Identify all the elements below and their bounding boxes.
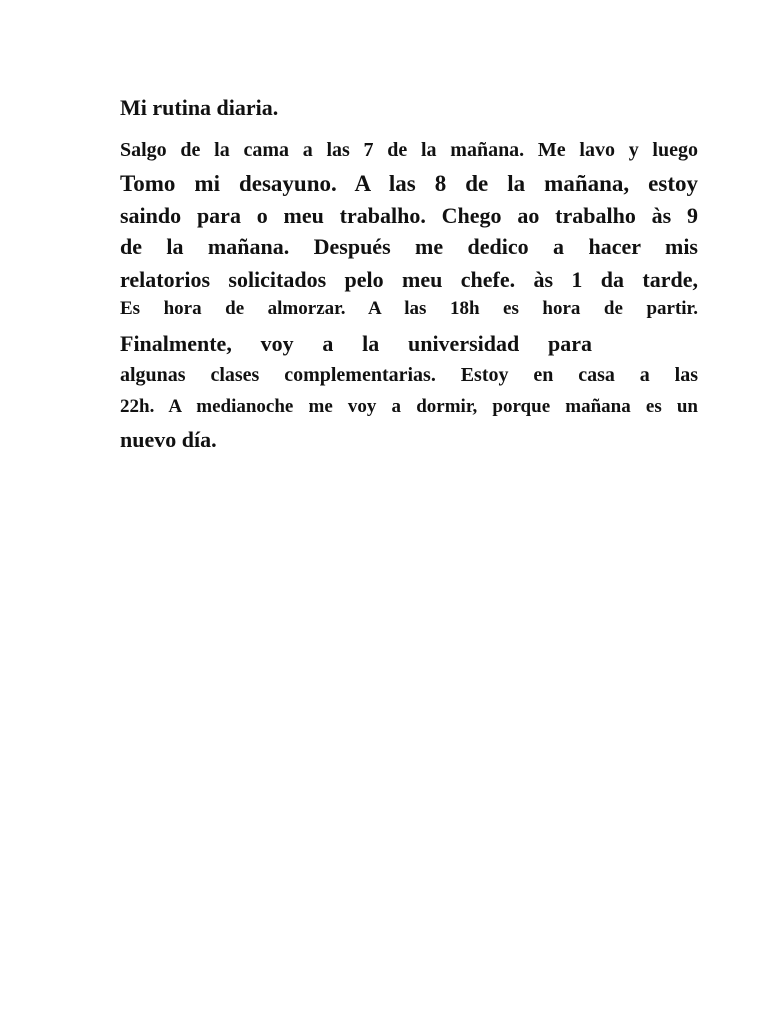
- document-title: Mi rutina diaria.: [120, 95, 279, 120]
- text-line-9: 22h. A medianoche me voy a dormir, porque mañana es un: [120, 396, 698, 417]
- text-line-3: saindo para o meu trabalho. Chego ao trabalho às 9: [120, 203, 698, 228]
- text-line-4: de la mañana. Después me dedico a hacer mis: [120, 234, 698, 259]
- text-line-5: relatorios solicitados pelo meu chefe. às 1 da tarde,: [120, 267, 698, 292]
- text-line-10: nuevo día.: [120, 427, 217, 452]
- text-line-1: Salgo de la cama a las 7 de la mañana. Me lavo y luego: [120, 139, 698, 161]
- text-line-8: algunas clases complementarias. Estoy en casa a las: [120, 364, 698, 386]
- text-line-6: Es hora de almorzar. A las 18h es hora de partir.: [120, 298, 698, 319]
- text-line-2: Tomo mi desayuno. A las 8 de la mañana, estoy: [120, 171, 698, 196]
- text-line-7: Finalmente, voy a la universidad para: [120, 331, 592, 356]
